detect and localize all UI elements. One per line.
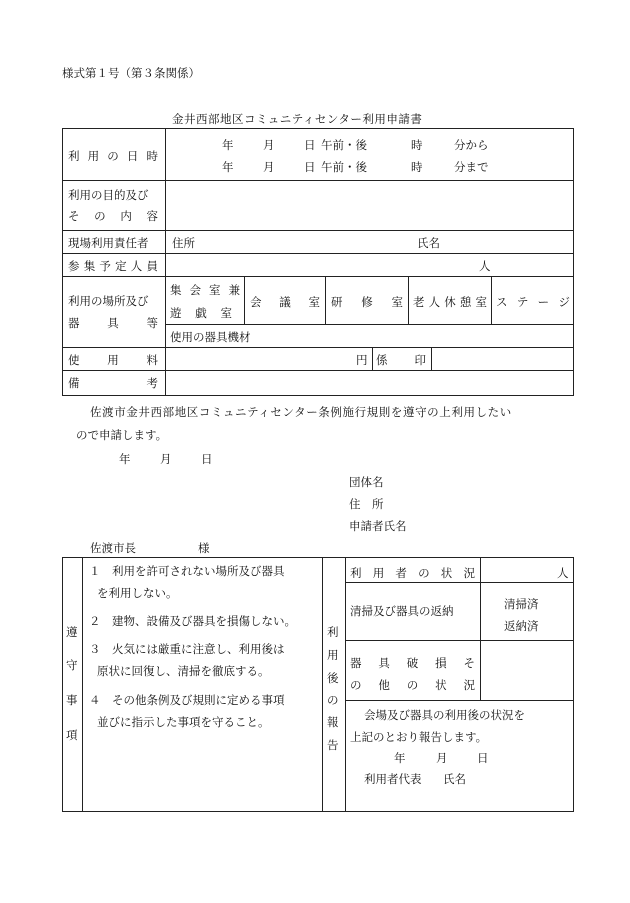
addressee-name: 佐渡市長: [90, 541, 136, 555]
rule-1-line1: １ 利用を許可されない場所及び器具: [89, 564, 285, 578]
place-label-line1: 利用の場所及び: [68, 294, 149, 308]
attendance-label: 参 集 予 定 人 員: [68, 259, 158, 273]
seal-label: 係 印: [376, 353, 426, 367]
report-statement-line2: 上記のとおり報告します。: [350, 730, 488, 744]
fee-label: 使 用 料: [68, 353, 158, 367]
responsible-label: 現場利用責任者: [68, 236, 149, 250]
cleaning-option-returned[interactable]: 返納済: [504, 619, 539, 633]
room-elderly-lounge[interactable]: 老 人 休 憩 室: [413, 295, 487, 309]
room-stage[interactable]: ス テ ー ジ: [496, 295, 570, 309]
applicant-name-label: 申請者氏名: [349, 519, 407, 533]
report-rep-label: 利用者代表: [364, 772, 422, 786]
rule-4-line1: ４ その他条例及び規則に定める事項: [89, 693, 285, 707]
equipment-label: 使用の器具機材: [170, 330, 251, 344]
rule-1-line2: を利用しない。: [97, 586, 178, 600]
datetime-label: 利 用 の 日 時: [68, 149, 158, 163]
room-meeting[interactable]: 会 議 室: [250, 295, 320, 309]
addressee-honorific: 様: [198, 541, 210, 555]
report-statement-line1: 会場及び器具の利用後の状況を: [364, 708, 525, 722]
applicant-group-label: 団体名: [349, 475, 384, 489]
report-rep-name: 氏名: [443, 772, 466, 786]
form-title: 金井西部地区コミュニティセンター利用申請書: [172, 112, 423, 126]
fee-yen: 円: [356, 353, 368, 367]
place-label-line2: 器 具 等: [68, 316, 158, 330]
damage-label-line1: 器 具 破 損 そ: [350, 656, 475, 670]
users-unit: 人: [557, 566, 569, 580]
responsible-name-label: 氏名: [417, 236, 440, 250]
cleaning-label: 清掃及び器具の返納: [350, 604, 454, 618]
rule-3-line1: ３ 火気には厳重に注意し、利用後は: [89, 642, 285, 656]
purpose-label-line2: そ の 内 容: [68, 209, 158, 223]
rule-4-line2: 並びに指示した事項を守ること。: [97, 715, 270, 729]
rule-2-line1: ２ 建物、設備及び器具を損傷しない。: [89, 614, 296, 628]
responsible-address-label: 住所: [172, 236, 195, 250]
purpose-label-line1: 利用の目的及び: [68, 188, 149, 202]
form-number: 様式第１号（第３条関係）: [62, 66, 200, 80]
declaration-line1: 佐渡市金井西部地区コミュニティセンター条例施行規則を遵守の上利用したい: [90, 405, 512, 419]
room-assembly-hall[interactable]: 集 会 室 兼 遊 戯 室: [170, 283, 240, 320]
remarks-label: 備 考: [68, 376, 158, 390]
attendance-unit: 人: [479, 259, 491, 273]
room-training[interactable]: 研 修 室: [331, 295, 403, 309]
damage-label-line2: の 他 の 状 況: [350, 678, 475, 692]
rule-3-line2: 原状に回復し、清掃を徹底する。: [97, 664, 270, 678]
declaration-line2: ので申請します。: [76, 428, 168, 442]
users-status-label: 利 用 者 の 状 況: [350, 566, 475, 580]
cleaning-option-clean[interactable]: 清掃済: [504, 597, 539, 611]
applicant-address-label: 住 所: [349, 497, 384, 511]
purpose-field[interactable]: [166, 181, 573, 230]
